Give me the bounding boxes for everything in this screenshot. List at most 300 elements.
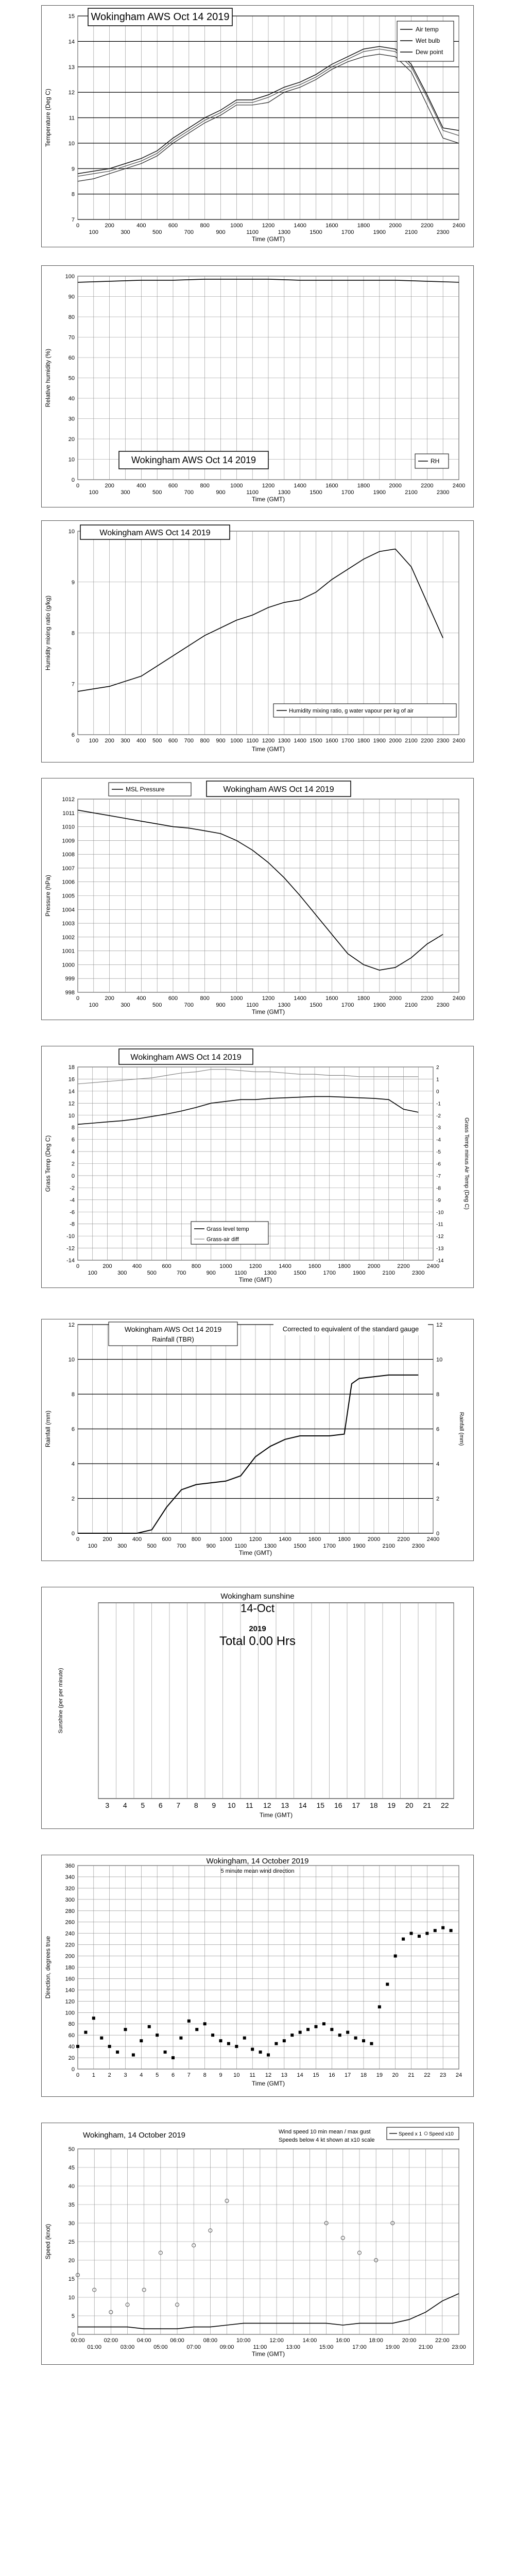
- y-tick-label: 180: [65, 1964, 75, 1971]
- y2-axis-label: Rainfall (mm): [458, 1412, 465, 1446]
- y-tick-label: 220: [65, 1942, 75, 1948]
- x-tick-label: 19:00: [385, 2344, 400, 2350]
- legend-label: Air temp: [416, 26, 439, 33]
- x-tick-label: 1400: [279, 1536, 291, 1543]
- y-tick-label: 40: [68, 396, 75, 402]
- y-tick-label: 1004: [62, 907, 75, 913]
- x-tick-label: 1000: [219, 1536, 232, 1543]
- y-tick-label: 200: [65, 1953, 75, 1960]
- y2-tick-label: -10: [436, 1210, 444, 1216]
- y2-axis-label: Grass Temp minus Air Temp (Deg C): [464, 1117, 470, 1210]
- x-tick-label: 02:00: [104, 2337, 118, 2344]
- direction-point: [386, 1982, 389, 1986]
- x-tick-label: 18: [369, 1801, 378, 1809]
- x-tick-label: 18:00: [369, 2337, 383, 2344]
- x-tick-label: 03:00: [120, 2344, 135, 2350]
- y-tick-label: -10: [66, 1233, 75, 1240]
- y-tick-label: 240: [65, 1930, 75, 1937]
- x-tick-label: 2200: [397, 1263, 410, 1269]
- y-axis-label: Temperature (Deg C): [44, 89, 52, 147]
- y-tick-label: 14: [68, 39, 75, 45]
- direction-point: [124, 2028, 127, 2031]
- y-tick-label: 0: [71, 2332, 75, 2338]
- x-tick-label: 4: [123, 1801, 127, 1809]
- x-tick-label: 17: [352, 1801, 360, 1809]
- direction-point: [171, 2056, 175, 2059]
- x-tick-label: 07:00: [186, 2344, 201, 2350]
- direction-point: [290, 2033, 294, 2037]
- sunshine-chart-panel: [41, 1587, 474, 1829]
- x-tick-label: 3: [124, 2072, 127, 2078]
- x-tick-label: 500: [147, 1543, 157, 1549]
- x-tick-label: 04:00: [136, 2337, 151, 2344]
- x-tick-label: 2100: [405, 489, 418, 496]
- y-tick-label: -4: [70, 1197, 75, 1204]
- x-tick-label: 1800: [357, 995, 370, 1002]
- y-axis-label: Grass Temp (Deg C): [44, 1135, 52, 1192]
- x-tick-label: 1700: [341, 489, 354, 496]
- x-tick-label: 22: [424, 2072, 431, 2078]
- y-tick-label: 10: [68, 456, 75, 463]
- y2-tick-label: -3: [436, 1125, 441, 1131]
- y-tick-label: 25: [68, 2239, 75, 2245]
- x-tick-label: 1000: [219, 1263, 232, 1269]
- temperature-chart-panel: [41, 5, 474, 247]
- x-tick-label: 17:00: [352, 2344, 367, 2350]
- x-tick-label: 2000: [389, 483, 402, 489]
- x-tick-label: 200: [105, 738, 114, 744]
- y-tick-label: 8: [71, 1125, 75, 1131]
- direction-point: [140, 2039, 143, 2042]
- y-tick-label: 998: [65, 990, 75, 996]
- x-tick-label: 900: [206, 1543, 216, 1549]
- x-tick-label: 2200: [397, 1536, 410, 1543]
- x-tick-label: 1500: [310, 229, 322, 235]
- x-tick-label: 22:00: [435, 2337, 450, 2344]
- x-tick-label: 5: [141, 1801, 145, 1809]
- x-tick-label: 1000: [230, 223, 243, 229]
- x-tick-label: 0: [76, 483, 80, 489]
- x-tick-label: 23: [440, 2072, 447, 2078]
- x-tick-label: 700: [177, 1543, 186, 1549]
- direction-point: [227, 2042, 230, 2045]
- direction-point: [116, 2050, 119, 2054]
- x-tick-label: 1200: [262, 223, 275, 229]
- y2-tick-label: -13: [436, 1246, 444, 1252]
- direction-point: [84, 2031, 87, 2034]
- y-tick-label: 1009: [62, 838, 75, 844]
- y2-tick-label: 6: [436, 1426, 440, 1433]
- x-tick-label: 8: [203, 2072, 207, 2078]
- y2-tick-label: 10: [436, 1357, 443, 1363]
- direction-point: [299, 2031, 302, 2034]
- x-tick-label: 10: [227, 1801, 236, 1809]
- x-tick-label: 2400: [452, 483, 466, 489]
- x-tick-label: 12: [265, 2072, 272, 2078]
- x-tick-label: 14:00: [302, 2337, 317, 2344]
- wind-direction-chart: [42, 1855, 473, 2096]
- direction-point: [187, 2020, 191, 2023]
- x-tick-label: 5: [156, 2072, 159, 2078]
- y-tick-label: 35: [68, 2202, 75, 2208]
- y-tick-label: 8: [71, 191, 75, 198]
- direction-point: [410, 1932, 413, 1935]
- x-tick-label: 2400: [452, 738, 466, 744]
- y-axis-label: Rainfall (mm): [44, 1410, 52, 1448]
- direction-point: [354, 2037, 357, 2040]
- y-tick-label: 40: [68, 2183, 75, 2190]
- y-tick-label: 5: [71, 2313, 75, 2319]
- y-tick-label: 1002: [62, 934, 75, 941]
- x-tick-label: 1100: [234, 1543, 247, 1549]
- x-tick-label: 20: [392, 2072, 399, 2078]
- x-tick-label: 1500: [310, 738, 322, 744]
- y2-tick-label: 1: [436, 1077, 439, 1083]
- x-tick-label: 1700: [341, 229, 354, 235]
- legend-label: RH: [431, 457, 440, 465]
- x-tick-label: 2400: [452, 223, 466, 229]
- direction-point: [330, 2028, 333, 2031]
- y-tick-label: 8: [71, 1392, 75, 1398]
- y-tick-label: -6: [70, 1209, 75, 1216]
- x-tick-label: 20:00: [402, 2337, 417, 2344]
- legend-label: Wet bulb: [416, 37, 440, 44]
- x-tick-label: 17: [345, 2072, 351, 2078]
- y-tick-label: 60: [68, 2032, 75, 2039]
- x-axis-label: Time (GMT): [251, 1008, 285, 1015]
- wind-speed-chart: [42, 2123, 473, 2364]
- x-tick-label: 200: [105, 223, 114, 229]
- y-tick-label: 360: [65, 1863, 75, 1869]
- x-tick-label: 1600: [325, 995, 338, 1002]
- legend-label: Grass level temp: [207, 1226, 249, 1232]
- x-tick-label: 2100: [382, 1270, 395, 1276]
- x-tick-label: 400: [136, 738, 146, 744]
- x-tick-label: 800: [200, 738, 210, 744]
- x-tick-label: 1900: [373, 489, 386, 496]
- x-tick-label: 2300: [412, 1270, 425, 1276]
- x-tick-label: 2000: [367, 1536, 381, 1543]
- x-tick-label: 19: [387, 1801, 396, 1809]
- x-tick-label: 18: [360, 2072, 367, 2078]
- x-tick-label: 23:00: [452, 2344, 466, 2350]
- y-tick-label: 20: [68, 2055, 75, 2062]
- x-tick-label: 1700: [323, 1543, 336, 1549]
- y2-tick-label: -9: [436, 1197, 441, 1204]
- x-tick-label: 900: [216, 229, 226, 235]
- direction-point: [211, 2033, 214, 2037]
- pressure-chart-panel: [41, 778, 474, 1020]
- chart-year: 2019: [249, 1624, 266, 1633]
- y-tick-label: 9: [71, 166, 75, 173]
- legend-label: Speed x10: [429, 2131, 454, 2137]
- x-tick-label: 10: [233, 2072, 240, 2078]
- x-tick-label: 300: [121, 1002, 130, 1008]
- y-axis-label: Speed (knot): [44, 2224, 52, 2260]
- direction-point: [251, 2048, 254, 2051]
- y-tick-label: 30: [68, 2221, 75, 2227]
- y-tick-label: 1001: [62, 948, 75, 955]
- x-tick-label: 16: [334, 1801, 342, 1809]
- x-axis-label: Time (GMT): [251, 235, 285, 243]
- x-tick-label: 2100: [405, 1002, 418, 1008]
- direction-point: [243, 2037, 246, 2040]
- x-tick-label: 1800: [338, 1263, 351, 1269]
- x-tick-label: 2000: [389, 995, 402, 1002]
- direction-point: [203, 2022, 207, 2025]
- x-tick-label: 800: [191, 1263, 201, 1269]
- y-tick-label: 120: [65, 1998, 75, 2005]
- windspeed-chart-panel: [41, 2123, 474, 2365]
- direction-point: [425, 1932, 428, 1935]
- y2-tick-label: -7: [436, 1173, 441, 1179]
- x-tick-label: 200: [102, 1536, 112, 1543]
- x-tick-label: 0: [76, 1263, 80, 1269]
- x-tick-label: 900: [216, 489, 226, 496]
- x-tick-label: 05:00: [153, 2344, 168, 2350]
- y-tick-label: 70: [68, 334, 75, 341]
- y-tick-label: 80: [68, 2021, 75, 2028]
- y-tick-label: 15: [68, 13, 75, 20]
- legend-label: MSL Pressure: [126, 786, 165, 793]
- y-tick-label: 999: [65, 976, 75, 982]
- y-tick-label: 10: [68, 529, 75, 535]
- y2-tick-label: -12: [436, 1234, 444, 1240]
- y-tick-label: 10: [68, 140, 75, 147]
- rainfall-chart: [42, 1319, 473, 1561]
- y-tick-label: 340: [65, 1874, 75, 1880]
- chart-title: Wokingham AWS Oct 14 2019: [131, 455, 256, 465]
- x-tick-label: 8: [194, 1801, 198, 1809]
- direction-point: [179, 2037, 182, 2040]
- mixing-chart-panel: [41, 520, 474, 762]
- rain-chart-panel: [41, 1319, 474, 1561]
- direction-point: [394, 1955, 397, 1958]
- direction-point: [76, 2045, 79, 2048]
- y-axis-label: Direction, degrees true: [44, 1936, 52, 1999]
- y-tick-label: 300: [65, 1896, 75, 1903]
- y-tick-label: 0: [71, 1531, 75, 1537]
- x-tick-label: 1000: [230, 995, 243, 1002]
- y-tick-label: 12: [68, 1100, 75, 1107]
- y-tick-label: 90: [68, 294, 75, 300]
- y2-tick-label: -2: [436, 1113, 441, 1119]
- y2-tick-label: 0: [436, 1089, 439, 1095]
- y-tick-label: 7: [71, 681, 75, 688]
- temperature-chart: [42, 6, 473, 247]
- x-tick-label: 0: [76, 738, 80, 744]
- y-axis-label: Relative humidity (%): [44, 348, 52, 408]
- chart-title: Wokingham AWS Oct 14 2019: [91, 11, 230, 23]
- y-tick-label: 10: [68, 1357, 75, 1363]
- x-tick-label: 9: [212, 1801, 216, 1809]
- x-tick-label: 700: [184, 1002, 194, 1008]
- x-tick-label: 500: [152, 1002, 162, 1008]
- x-tick-label: 2: [108, 2072, 111, 2078]
- y2-tick-label: -1: [436, 1101, 441, 1107]
- x-tick-label: 6: [171, 2072, 175, 2078]
- x-tick-label: 21: [423, 1801, 432, 1809]
- direction-point: [267, 2054, 270, 2057]
- x-tick-label: 500: [152, 489, 162, 496]
- y-tick-label: 1012: [62, 796, 75, 803]
- x-tick-label: 1800: [357, 483, 370, 489]
- x-tick-label: 1100: [246, 229, 259, 235]
- x-tick-label: 1500: [310, 489, 322, 496]
- y-tick-label: 9: [71, 579, 75, 586]
- x-tick-label: 200: [102, 1263, 112, 1269]
- x-tick-label: 10:00: [236, 2337, 251, 2344]
- direction-point: [274, 2042, 278, 2045]
- chart-note: Corrected to equivalent of the standard gauge: [282, 1325, 419, 1333]
- chart-title: Wokingham AWS Oct 14 2019: [130, 1053, 242, 1062]
- x-tick-label: 16: [329, 2072, 335, 2078]
- x-tick-label: 1900: [373, 1002, 386, 1008]
- y2-tick-label: -14: [436, 1258, 444, 1264]
- x-tick-label: 300: [117, 1270, 127, 1276]
- x-tick-label: 800: [200, 995, 210, 1002]
- x-tick-label: 300: [121, 489, 130, 496]
- direction-point: [338, 2033, 341, 2037]
- y-tick-label: 40: [68, 2044, 75, 2050]
- y-tick-label: 160: [65, 1976, 75, 1982]
- y-tick-label: 30: [68, 416, 75, 422]
- y2-tick-label: 4: [436, 1461, 440, 1467]
- x-tick-label: 09:00: [219, 2344, 234, 2350]
- x-tick-label: 2000: [389, 223, 402, 229]
- x-tick-label: 0: [76, 1536, 80, 1543]
- legend-label: Dew point: [416, 48, 443, 56]
- y-tick-label: 320: [65, 1885, 75, 1892]
- x-tick-label: 1800: [357, 738, 370, 744]
- x-tick-label: 2200: [421, 483, 434, 489]
- x-tick-label: 21:00: [418, 2344, 433, 2350]
- direction-point: [156, 2033, 159, 2037]
- chart-subtitle: 5 minute mean wind direction: [220, 1868, 295, 1874]
- direction-point: [322, 2022, 325, 2025]
- x-tick-label: 600: [162, 1536, 171, 1543]
- y-tick-label: 12: [68, 1322, 75, 1328]
- y-axis-label: Humidity mixing ratio (g/kg): [44, 595, 52, 671]
- x-tick-label: 1400: [294, 223, 306, 229]
- y-tick-label: 6: [71, 1137, 75, 1143]
- x-tick-label: 00:00: [71, 2337, 85, 2344]
- x-tick-label: 1800: [357, 223, 370, 229]
- y-tick-label: 260: [65, 1919, 75, 1926]
- x-tick-label: 0: [76, 2072, 80, 2078]
- x-tick-label: 7: [176, 1801, 181, 1809]
- x-tick-label: 2400: [452, 995, 466, 1002]
- x-tick-label: 500: [152, 229, 162, 235]
- x-tick-label: 1500: [310, 1002, 322, 1008]
- y-tick-label: -14: [66, 1258, 75, 1264]
- x-tick-label: 1000: [230, 738, 243, 744]
- x-tick-label: 800: [191, 1536, 201, 1543]
- x-tick-label: 1100: [246, 738, 259, 744]
- x-tick-label: 14: [298, 1801, 307, 1809]
- x-tick-label: 500: [152, 738, 162, 744]
- x-tick-label: 9: [219, 2072, 222, 2078]
- y2-tick-label: 2: [436, 1496, 440, 1502]
- x-tick-label: 13: [281, 2072, 287, 2078]
- direction-point: [370, 2042, 373, 2045]
- x-tick-label: 12:00: [269, 2337, 284, 2344]
- x-tick-label: 16:00: [336, 2337, 350, 2344]
- x-tick-label: 1900: [353, 1543, 366, 1549]
- x-tick-label: 900: [206, 1270, 216, 1276]
- x-tick-label: 1900: [373, 229, 386, 235]
- y-tick-label: 1005: [62, 893, 75, 900]
- x-tick-label: 11: [249, 2072, 255, 2078]
- x-tick-label: 1600: [308, 1263, 321, 1269]
- x-axis-label: Time (GMT): [251, 2350, 285, 2358]
- direction-point: [148, 2025, 151, 2028]
- grass-temperature-chart: [42, 1046, 473, 1287]
- x-tick-label: 11:00: [253, 2344, 267, 2350]
- y2-tick-label: 8: [436, 1392, 440, 1398]
- x-tick-label: 01:00: [87, 2344, 101, 2350]
- direction-point: [100, 2037, 103, 2040]
- x-tick-label: 3: [105, 1801, 110, 1809]
- y-tick-label: 50: [68, 2146, 75, 2153]
- direction-point: [164, 2050, 167, 2054]
- chart-title: Wokingham sunshine: [220, 1592, 295, 1601]
- x-tick-label: 08:00: [203, 2337, 218, 2344]
- x-tick-label: 1600: [325, 223, 338, 229]
- x-tick-label: 13:00: [286, 2344, 301, 2350]
- x-tick-label: 20: [405, 1801, 414, 1809]
- x-tick-label: 100: [89, 738, 99, 744]
- x-tick-label: 100: [88, 1543, 97, 1549]
- chart-date: 14-Oct: [240, 1602, 275, 1615]
- winddir-chart-panel: [41, 1855, 474, 2097]
- y-tick-label: 1010: [62, 824, 75, 831]
- x-tick-label: 06:00: [170, 2337, 184, 2344]
- y-tick-label: 50: [68, 375, 75, 382]
- x-tick-label: 1300: [278, 738, 291, 744]
- chart-subtitle: Speeds below 4 kt shown at x10 scale: [279, 2137, 375, 2143]
- x-tick-label: 1100: [234, 1270, 247, 1276]
- x-tick-label: 2300: [436, 489, 450, 496]
- y2-tick-label: 12: [436, 1322, 443, 1328]
- x-tick-label: 1300: [278, 1002, 291, 1008]
- x-tick-label: 7: [187, 2072, 191, 2078]
- y-tick-label: 1006: [62, 879, 75, 886]
- direction-point: [378, 2005, 381, 2008]
- y-tick-label: 0: [71, 1173, 75, 1179]
- y-axis-label: Pressure (hPa): [44, 875, 52, 917]
- y-tick-label: 10: [68, 2295, 75, 2301]
- x-tick-label: 2200: [421, 738, 434, 744]
- x-tick-label: 400: [136, 483, 146, 489]
- x-tick-label: 700: [184, 229, 194, 235]
- x-tick-label: 2000: [367, 1263, 381, 1269]
- sunshine-chart: [42, 1587, 473, 1828]
- y2-tick-label: 0: [436, 1531, 440, 1537]
- x-tick-label: 900: [216, 738, 226, 744]
- direction-point: [362, 2039, 365, 2042]
- x-tick-label: 1200: [262, 738, 275, 744]
- x-tick-label: 1800: [338, 1536, 351, 1543]
- y-tick-label: 4: [71, 1461, 75, 1467]
- y-tick-label: 15: [68, 2276, 75, 2282]
- y2-tick-label: -6: [436, 1161, 441, 1167]
- x-tick-label: 21: [408, 2072, 415, 2078]
- x-tick-label: 400: [136, 223, 146, 229]
- x-tick-label: 19: [376, 2072, 383, 2078]
- x-axis-label: Time (GMT): [251, 496, 285, 503]
- x-tick-label: 24: [455, 2072, 462, 2078]
